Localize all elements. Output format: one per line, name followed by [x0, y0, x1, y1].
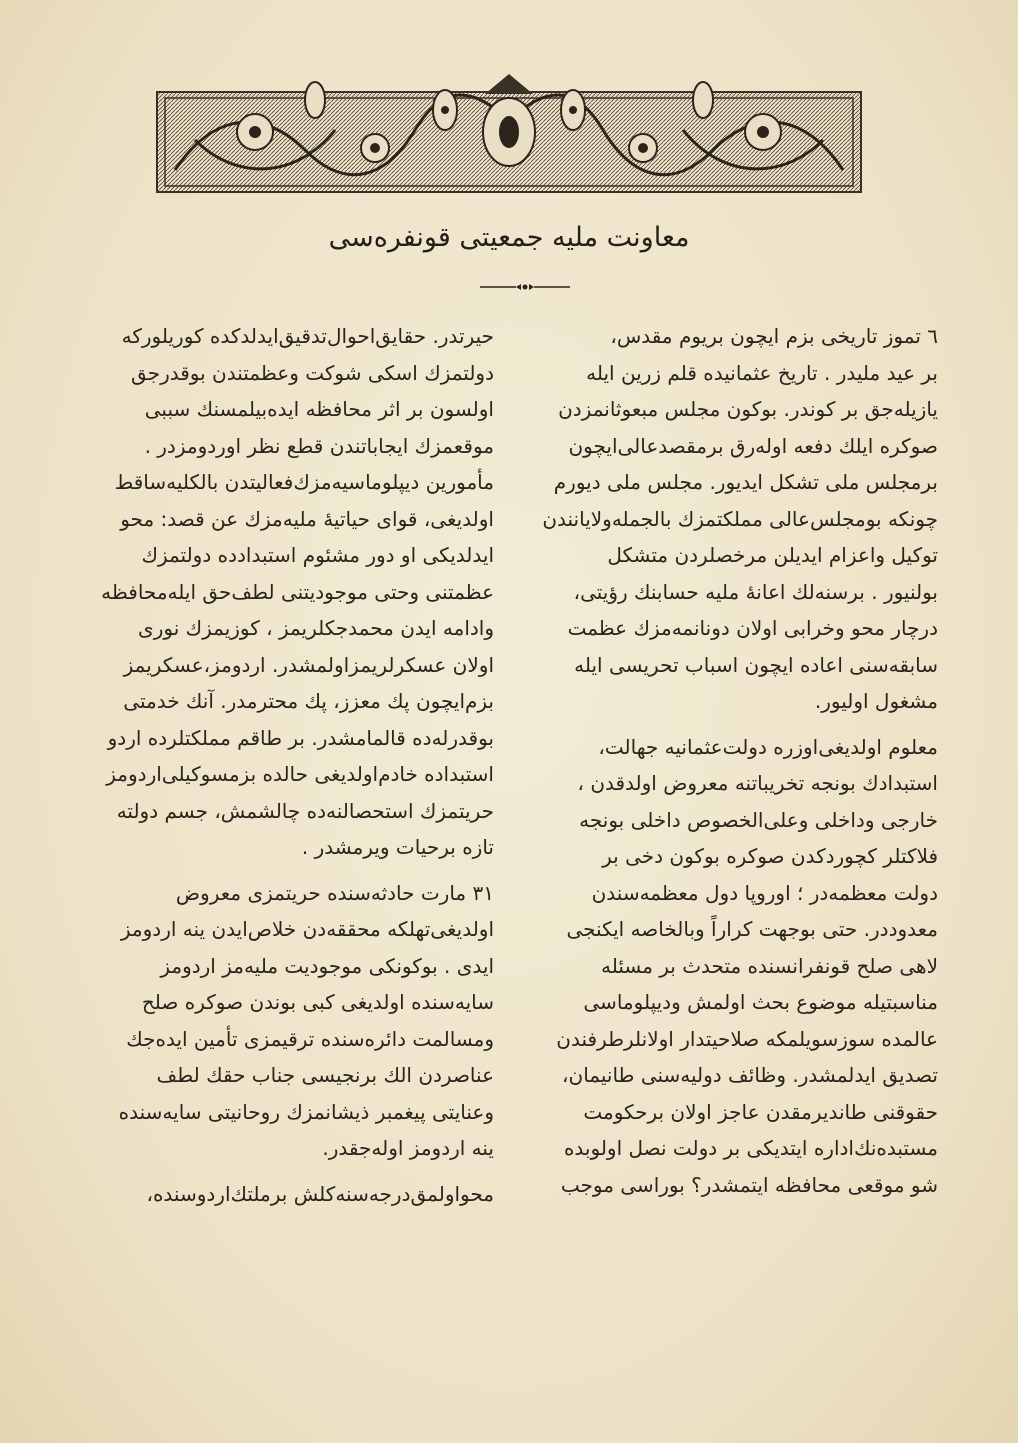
text-line: يازيله‌جق بر كوندر. بوكون مجلس مبعوثانمزدن: [558, 397, 938, 421]
text-line: بولنيور . برسنه‌لك اعانهٔ مليه حسابنك رؤيتى،: [573, 579, 938, 604]
text-line: تصديق ايدلمشدر. وظائف دوليه‌سنى طانيمان،: [562, 1063, 938, 1087]
text-line: بوقدرله‌ده قالمامشدر. بر طاقم مملكتلرده اردو: [107, 725, 494, 750]
text-line: اولديغى‌تهلكه محققه‌دن خلاص‌ايدن ينه اردومز: [120, 917, 494, 941]
text-line: وعنايتى پيغمبر ذيشانمزك روحانيتى سايه‌سنده: [118, 1099, 494, 1124]
text-line: مشغول اوليور.: [814, 689, 938, 713]
text-line: فلاكتلر كچوردكدن صوكره بوكون دخى بر: [602, 844, 938, 868]
text-line: مأمورين ديپلوماسيه‌مزك‌فعاليتدن بالكليه‌ساقط: [114, 470, 494, 494]
text-line: بر عيد مليدر . تاريخ عثمانيده قلم زرين ايله: [586, 360, 938, 385]
paragraph: [82, 1176, 494, 1213]
right-column: [538, 318, 938, 1212]
text-line: صوكره ايلك دفعه اوله‌رق برمقصدعالى‌ايچون: [568, 433, 938, 458]
paragraph: [538, 318, 938, 720]
text-line: معلوم اولديغى‌اوزره دولت‌عثمانيه جهالت،: [598, 734, 938, 759]
text-line: حريتمزك استحصالنه‌ده چالشمش، جسم دولته: [116, 798, 494, 823]
paragraph: [82, 318, 494, 866]
text-line: استبدادك بونجه تخريباتنه معروض اولدقدن ،: [577, 771, 938, 795]
paragraph: [82, 875, 494, 1167]
text-line: تازه برحيات ويرمشدر .: [301, 835, 494, 859]
text-line: اولسون بر اثر محافظه ايده‌بيلمسنك سببى: [144, 397, 494, 421]
text-line: اولديغى، قواى حياتيهٔ مليه‌مزك عن قصد: محو: [120, 506, 494, 531]
text-line: ومسالمت دائره‌سنده ترقيمزى تأمين ايده‌جك: [126, 1026, 494, 1051]
left-column: [82, 318, 494, 1221]
title-separator: [480, 284, 570, 290]
text-line: مناسبتيله موضوع بحث اولمش وديپلوماسى: [583, 990, 938, 1014]
text-line: حقوقنى طانديرمقدن عاجز اولان برحكومت: [583, 1099, 938, 1124]
text-line: ينه اردومز اوله‌جقدر.: [322, 1136, 494, 1160]
paragraph: [538, 729, 938, 1204]
text-line: عالمده سوزسويلمكه صلاحيتدار اولانلرطرفندن: [556, 1026, 938, 1051]
text-line: ايدى . بوكونكى موجوديت مليه‌مز اردومز: [160, 953, 494, 978]
text-line: دولت معظمه‌در ؛ اوروپا دول معظمه‌سندن: [591, 880, 938, 905]
text-line: ايدلديكى او دور مشئوم استبدادده دولتمزك: [141, 543, 494, 567]
text-line: خارجى وداخلى وعلى‌الخصوص داخلى بونجه: [579, 807, 938, 832]
text-line: بزم‌ايچون پك معزز، پك محترمدر. آنك خدمتى: [123, 689, 494, 713]
text-line: عناصردن الك برنجيسى جناب حقك لطف: [156, 1063, 494, 1087]
text-line: شو موقعى محافظه ايتمشدر؟ بوراسى موجب: [560, 1172, 938, 1197]
text-line: توكيل واعزام ايديلن مرخصلردن متشكل: [607, 543, 938, 567]
text-line: عظمتنى وحتى موجوديتنى لطف‌حق ايله‌محافظه: [101, 579, 494, 604]
decorative-headpiece: [155, 70, 863, 195]
text-line: معدوددر. حتى بوجهت كراراً وبالخاصه ايكنجى: [566, 917, 938, 941]
text-line: درچار محو وخرابى اولان دونانمه‌مزك عظمت: [567, 616, 938, 640]
text-line: ٣١ مارت حادثه‌سنده حريتمزى معروض: [175, 880, 494, 905]
text-line: دولتمزك اسكى شوكت وعظمتندن بوقدرجق: [131, 360, 494, 385]
text-line: وادامه ايدن محمدجكلريمز ، كوزيمزك نورى: [138, 616, 494, 640]
text-line: ٦ تموز تاريخى بزم ايچون بريوم مقدس،: [610, 324, 938, 348]
text-line: لاهى صلح قونفرانسنده متحدث بر مسئله: [600, 953, 938, 978]
text-line: مستبده‌نك‌اداره ايتديكى بر دولت نصل اولوبده: [563, 1136, 938, 1160]
text-line: موقعمزك ايجاباتندن قطع نظر اوردومزدر .: [144, 433, 494, 458]
text-line: استبداده خادم‌اولديغى حالده بزمسوكيلى‌اردومز: [106, 762, 494, 786]
text-line: سابقه‌سنى اعاده ايچون اسباب تحريسى ايله: [574, 652, 938, 677]
text-line: حيرتدر. حقايق‌احوال‌تدقيق‌ايدلدكده كوريلوركه: [121, 324, 494, 348]
text-line: اولان عسكرلريمزاولمشدر. اردومز،عسكريمز: [123, 652, 494, 677]
text-line: برمجلس ملى تشكل ايديور. مجلس ملى ديورم: [553, 470, 938, 494]
text-line: چونكه بومجلس‌عالى مملكتمزك بالجمله‌ولايانندن: [542, 506, 938, 531]
text-line: سايه‌سنده اولديغى كبى بوندن صوكره صلح: [141, 990, 494, 1014]
article-title: معاونت مليه جمعيتى قونفره‌سى: [328, 222, 690, 253]
text-line: محواولمق‌درجه‌سنه‌كلش برملتك‌اردوسنده،: [146, 1181, 494, 1206]
